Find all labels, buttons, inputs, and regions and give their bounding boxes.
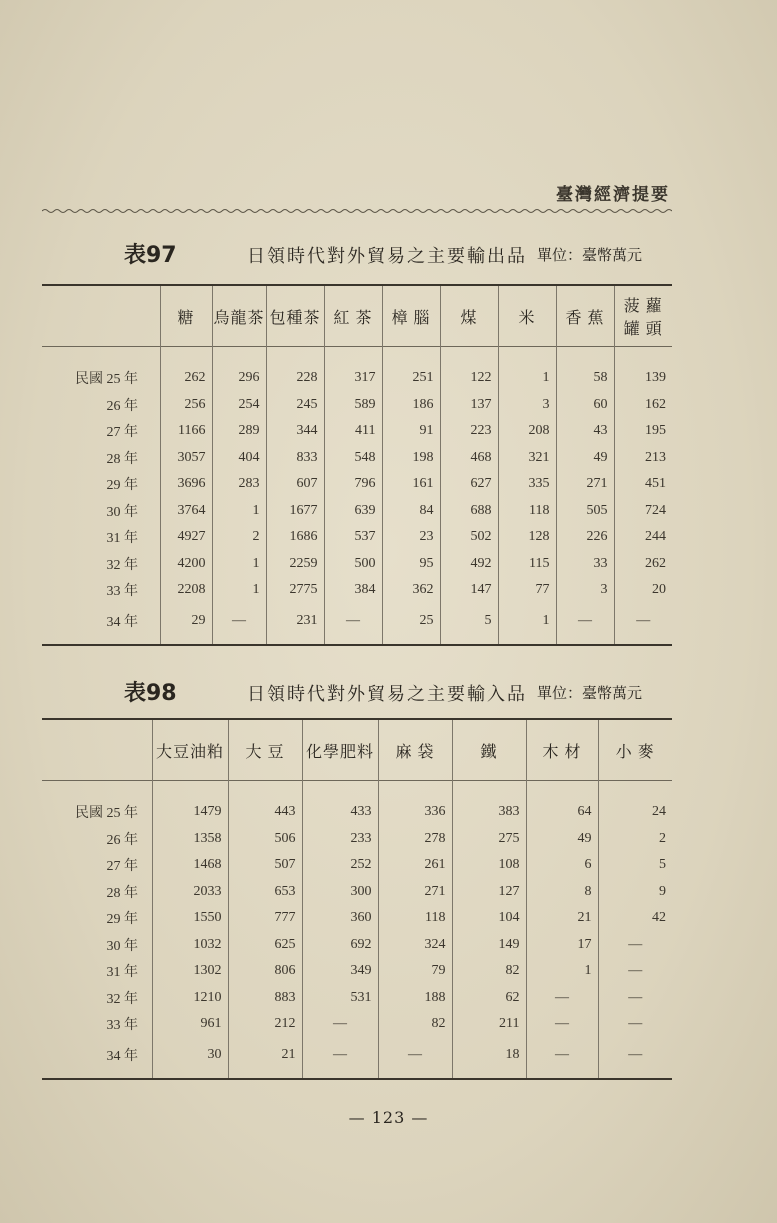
table-cell: 777 [228,905,302,932]
table-cell: 147 [440,577,498,604]
table-cell: 296 [212,365,266,392]
table-cell: 607 [266,471,324,498]
table-cell: 961 [152,1011,228,1038]
table-cell: 118 [498,498,556,525]
year-label: 30 年 [106,504,138,520]
table-cell: 262 [614,551,672,578]
table-cell: 254 [212,392,266,419]
year-label: 27 年 [106,425,138,441]
table-cell: 1166 [160,418,212,445]
table-cell: 211 [452,1011,526,1038]
table-cell: 245 [266,392,324,419]
table-cell: 411 [324,418,382,445]
table-cell: 231 [266,604,324,645]
table-cell: 21 [526,905,598,932]
year-label: 28 年 [106,451,138,467]
page-number: — 123 — [348,1108,429,1127]
table-cell: 60 [556,392,614,419]
table-cell: 1 [498,365,556,392]
table98-unit: 單位：臺幣萬元 [536,684,642,702]
table-cell: 261 [378,852,452,879]
table98-column-header: 小 麥 [598,719,672,781]
table-cell: 137 [440,392,498,419]
table-cell: 3696 [160,471,212,498]
table-cell: 362 [382,577,440,604]
table-cell: 128 [498,524,556,551]
spacer-cell [212,347,266,366]
table-cell: 335 [498,471,556,498]
table97-column-header: 香 蕉 [556,285,614,347]
table97-column-header: 樟 腦 [382,285,440,347]
row-label [42,826,152,853]
table-cell: 383 [452,799,526,826]
year-label: 28 年 [106,885,138,901]
spacer-cell [302,781,378,800]
table-cell: 2033 [152,879,228,906]
table-cell: — [598,932,672,959]
table-cell: 336 [378,799,452,826]
row-label [42,905,152,932]
table-row [42,498,672,525]
table-cell: 275 [452,826,526,853]
table-cell: 1468 [152,852,228,879]
table-row [42,604,672,645]
table-cell: 349 [302,958,378,985]
table-cell: 317 [324,365,382,392]
row-label [42,392,160,419]
table-cell: 1 [212,551,266,578]
table-cell: 531 [302,985,378,1012]
row-label [42,958,152,985]
table-row [42,879,672,906]
table-cell: 692 [302,932,378,959]
table97-unit: 單位：臺幣萬元 [536,246,642,264]
table-cell: 883 [228,985,302,1012]
table98-caption [42,676,672,710]
table-cell: — [598,958,672,985]
table-cell: — [614,604,672,645]
table-cell: — [598,1038,672,1079]
row-label [42,879,152,906]
table-cell: 404 [212,445,266,472]
table-cell: 2775 [266,577,324,604]
table-cell: 492 [440,551,498,578]
table98-column-header: 大豆油粕 [152,719,228,781]
table-cell: 1 [526,958,598,985]
table-cell: 233 [302,826,378,853]
table98-header-row [42,719,672,781]
table-row [42,799,672,826]
table-cell: 6 [526,852,598,879]
year-label: 34 年 [106,1048,138,1064]
table-cell: 507 [228,852,302,879]
table-cell: 500 [324,551,382,578]
table-row [42,365,672,392]
table-cell: 384 [324,577,382,604]
table97-column-header: 包種茶 [266,285,324,347]
row-label [42,445,160,472]
table-cell: 451 [614,471,672,498]
table98-column-header: 鐵 [452,719,526,781]
table-cell: 84 [382,498,440,525]
table-cell: 806 [228,958,302,985]
table-cell: 118 [378,905,452,932]
table-cell: 1 [498,604,556,645]
table-cell: 344 [266,418,324,445]
row-label [42,498,160,525]
table-cell: 252 [302,852,378,879]
table-cell: 24 [598,799,672,826]
table-cell: 212 [228,1011,302,1038]
table-cell: — [378,1038,452,1079]
spacer-cell [42,781,152,800]
table-row [42,445,672,472]
table-cell: 23 [382,524,440,551]
table-cell: 104 [452,905,526,932]
table-cell: 468 [440,445,498,472]
table-cell: 833 [266,445,324,472]
table-cell: 271 [378,879,452,906]
spacer-cell [440,347,498,366]
table-cell: 324 [378,932,452,959]
year-label: 32 年 [106,991,138,1007]
table-cell: 505 [556,498,614,525]
table-cell: 796 [324,471,382,498]
table-cell: 724 [614,498,672,525]
table-cell: 688 [440,498,498,525]
table-cell: 300 [302,879,378,906]
table-cell: — [556,604,614,645]
table-cell: 115 [498,551,556,578]
spacer-cell [556,347,614,366]
spacer-row [42,347,672,366]
spacer-cell [382,347,440,366]
table-row [42,1011,672,1038]
table-cell: 223 [440,418,498,445]
table-cell: 1358 [152,826,228,853]
table-cell: 64 [526,799,598,826]
spacer-row [42,781,672,800]
table-row [42,826,672,853]
table-cell: 443 [228,799,302,826]
table98-title: 日領時代對外貿易之主要輸入品 [247,684,527,705]
table-cell: 278 [378,826,452,853]
spacer-cell [378,781,452,800]
table-cell: 653 [228,879,302,906]
running-header: 臺灣經濟提要 [556,185,670,205]
table97-header-row [42,285,672,347]
table-cell: 1 [212,498,266,525]
table97-column-header: 煤 [440,285,498,347]
table-cell: 139 [614,365,672,392]
year-label: 33 年 [106,1018,138,1034]
year-label: 29 年 [106,912,138,928]
table97-column-header: 米 [498,285,556,347]
spacer-cell [160,347,212,366]
table-cell: — [302,1038,378,1079]
table-cell: 228 [266,365,324,392]
table-cell: 186 [382,392,440,419]
table-cell: 3 [556,577,614,604]
table-row [42,471,672,498]
table-cell: 4927 [160,524,212,551]
row-label [42,985,152,1012]
table97-title: 日領時代對外貿易之主要輸出品 [247,246,527,267]
spacer-cell [498,347,556,366]
table-cell: 161 [382,471,440,498]
year-label: 34 年 [106,614,138,630]
table-cell: 8 [526,879,598,906]
table-row [42,392,672,419]
table-cell: 195 [614,418,672,445]
row-label [42,551,160,578]
table-cell: 589 [324,392,382,419]
table-cell: 162 [614,392,672,419]
table-cell: 639 [324,498,382,525]
table-cell: — [526,1011,598,1038]
table-cell: 1677 [266,498,324,525]
table98-number: 表98 [124,681,177,706]
row-label [42,852,152,879]
year-label: 26 年 [106,398,138,414]
year-label: 27 年 [106,859,138,875]
table-cell: 82 [378,1011,452,1038]
table98-column-header: 大 豆 [228,719,302,781]
table-cell: 1032 [152,932,228,959]
year-label: 31 年 [106,531,138,547]
year-label: 民國 25 年 [75,806,138,822]
table-cell: 1550 [152,905,228,932]
table-cell: 1210 [152,985,228,1012]
table-cell: 43 [556,418,614,445]
table97-column-header [42,285,160,347]
table-cell: — [598,985,672,1012]
year-label: 民國 25 年 [75,372,138,388]
table97-column-header: 紅 茶 [324,285,382,347]
table-cell: 30 [152,1038,228,1079]
table-cell: 2 [598,826,672,853]
header-rule [42,207,672,215]
table-cell: 108 [452,852,526,879]
table-cell: 548 [324,445,382,472]
spacer-cell [452,781,526,800]
row-label [42,418,160,445]
table-cell: 625 [228,932,302,959]
table-cell: 1686 [266,524,324,551]
table97-caption [42,238,672,272]
year-label: 33 年 [106,584,138,600]
table-row [42,905,672,932]
table-cell: 122 [440,365,498,392]
row-label [42,799,152,826]
table-cell: 244 [614,524,672,551]
table-cell: 77 [498,577,556,604]
table-cell: 2 [212,524,266,551]
table-cell: — [526,985,598,1012]
year-label: 31 年 [106,965,138,981]
table-cell: 506 [228,826,302,853]
row-label [42,365,160,392]
spacer-cell [526,781,598,800]
table-cell: 271 [556,471,614,498]
table-cell: 95 [382,551,440,578]
table-cell: 2259 [266,551,324,578]
table-cell: 49 [556,445,614,472]
table-cell: 17 [526,932,598,959]
row-label [42,471,160,498]
spacer-cell [324,347,382,366]
table-cell: 3764 [160,498,212,525]
table-cell: 9 [598,879,672,906]
table-row [42,985,672,1012]
table-cell: 5 [598,852,672,879]
table-cell: — [212,604,266,645]
table-cell: 25 [382,604,440,645]
table-cell: 537 [324,524,382,551]
table97-number: 表97 [124,243,177,268]
spacer-cell [266,347,324,366]
table-cell: — [526,1038,598,1079]
table-cell: — [324,604,382,645]
table-cell: — [598,1011,672,1038]
table-cell: 29 [160,604,212,645]
table-cell: 33 [556,551,614,578]
table98-column-header [42,719,152,781]
spacer-cell [152,781,228,800]
table-cell: 360 [302,905,378,932]
spacer-cell [42,347,160,366]
table-row [42,958,672,985]
table-cell: 149 [452,932,526,959]
table-cell: 62 [452,985,526,1012]
table-cell: — [302,1011,378,1038]
table-row [42,932,672,959]
table-cell: 321 [498,445,556,472]
table-cell: 79 [378,958,452,985]
table-row [42,1038,672,1079]
table-cell: 5 [440,604,498,645]
table98-column-header: 麻 袋 [378,719,452,781]
year-label: 30 年 [106,938,138,954]
table-cell: 18 [452,1038,526,1079]
table-cell: 198 [382,445,440,472]
row-label [42,577,160,604]
table-row [42,551,672,578]
table98-column-header: 化學肥料 [302,719,378,781]
table-cell: 188 [378,985,452,1012]
table-cell: 208 [498,418,556,445]
table-cell: 289 [212,418,266,445]
table-row [42,418,672,445]
year-label: 26 年 [106,832,138,848]
table-cell: 3 [498,392,556,419]
table-row [42,852,672,879]
table-cell: 4200 [160,551,212,578]
spacer-cell [228,781,302,800]
table-cell: 3057 [160,445,212,472]
row-label [42,932,152,959]
table-cell: 91 [382,418,440,445]
table-cell: 251 [382,365,440,392]
table-cell: 1479 [152,799,228,826]
table98-column-header: 木 材 [526,719,598,781]
table-cell: 226 [556,524,614,551]
table97-column-header: 菠 蘿 罐 頭 [614,285,672,347]
spacer-cell [614,347,672,366]
table-cell: 627 [440,471,498,498]
row-label [42,1011,152,1038]
row-label [42,524,160,551]
table-row [42,524,672,551]
table-cell: 58 [556,365,614,392]
table-cell: 20 [614,577,672,604]
table-cell: 262 [160,365,212,392]
table-cell: 1 [212,577,266,604]
table-cell: 1302 [152,958,228,985]
table-cell: 256 [160,392,212,419]
table-cell: 21 [228,1038,302,1079]
table-cell: 283 [212,471,266,498]
spacer-cell [598,781,672,800]
year-label: 32 年 [106,557,138,573]
table-cell: 213 [614,445,672,472]
table-cell: 127 [452,879,526,906]
table-cell: 49 [526,826,598,853]
table97-exports [42,284,672,646]
table98-imports [42,718,672,1080]
table-cell: 502 [440,524,498,551]
table97-column-header: 烏龍茶 [212,285,266,347]
table-cell: 2208 [160,577,212,604]
year-label: 29 年 [106,478,138,494]
table-cell: 42 [598,905,672,932]
table-row [42,577,672,604]
table97-column-header: 糖 [160,285,212,347]
table-cell: 82 [452,958,526,985]
table-cell: 433 [302,799,378,826]
row-label [42,604,160,645]
row-label [42,1038,152,1079]
